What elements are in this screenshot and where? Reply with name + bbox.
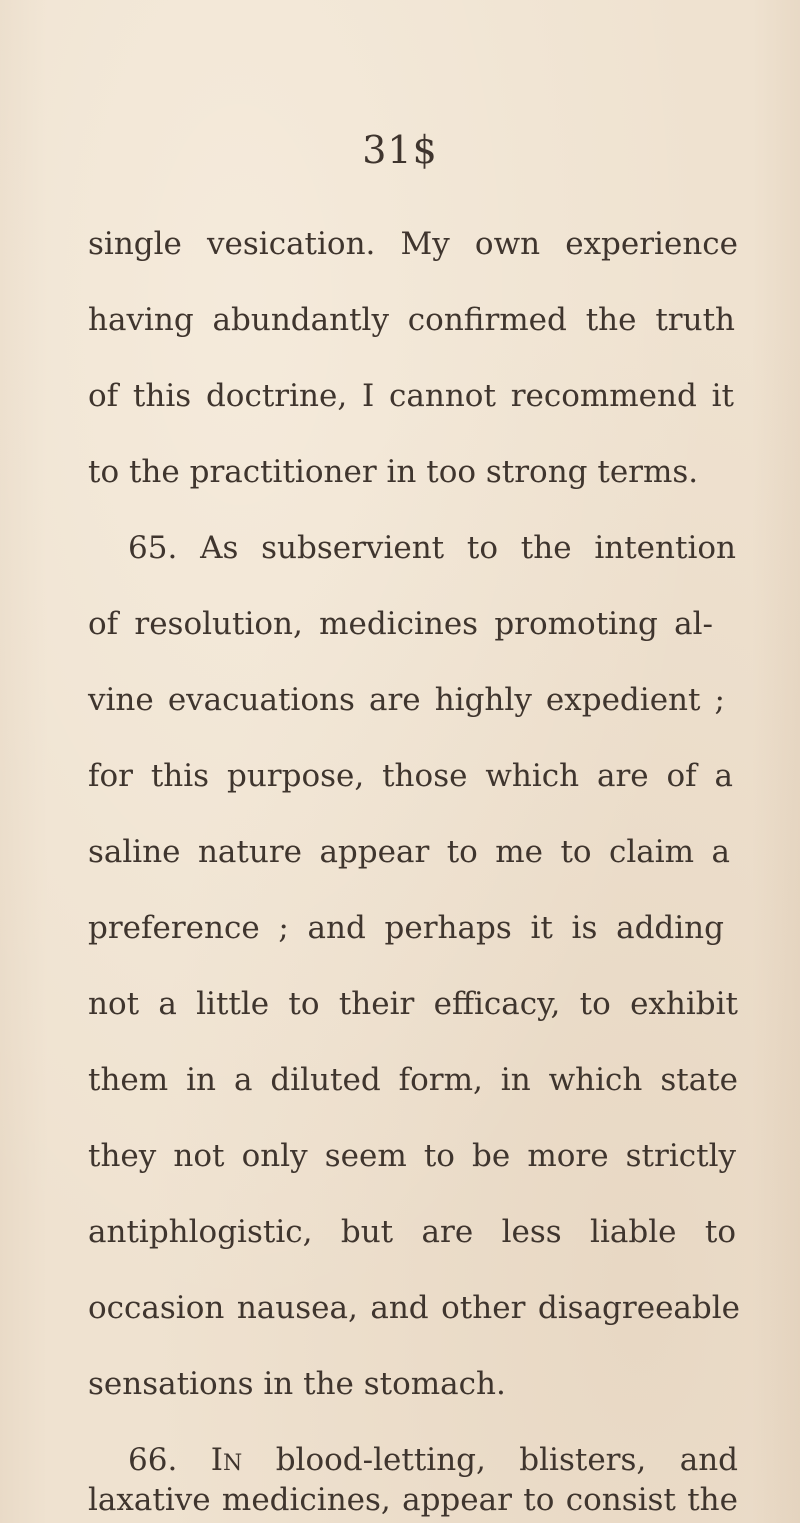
- text-line-5: 65. As subservient to the intention: [128, 530, 736, 566]
- page-number: 31$: [362, 128, 438, 172]
- text-line-11: not a little to their efficacy, to exhibit: [88, 986, 738, 1022]
- text-line-2: having abundantly confirmed the truth: [88, 302, 735, 338]
- text-line-7: vine evacuations are highly expedient ;: [88, 682, 725, 718]
- text-line-12: them in a diluted form, in which state: [88, 1062, 738, 1098]
- text-line-13: they not only seem to be more strictly: [88, 1138, 736, 1174]
- text-line-4: to the practitioner in too strong terms.: [88, 454, 699, 490]
- text-line-9: saline nature appear to me to claim a: [88, 834, 730, 870]
- text-line-1: single vesication. My own experience: [88, 226, 738, 262]
- paragraph-number-66: 66.: [128, 1442, 211, 1478]
- small-caps-word: In: [210, 1442, 243, 1478]
- text-line-17-rest: blood-letting, blisters, and: [242, 1442, 738, 1478]
- text-line-6: of resolution, medicines promoting al-: [88, 606, 713, 642]
- text-line-17: [128, 1440, 738, 1480]
- text-line-16: sensations in the stomach.: [88, 1366, 506, 1402]
- text-line-3: of this doctrine, I cannot recommend it: [88, 378, 734, 414]
- text-line-14: antiphlogistic, but are less liable to: [88, 1214, 736, 1250]
- text-line-10: preference ; and perhaps it is adding: [88, 910, 724, 946]
- text-line-18: laxative medicines, appear to consist the: [88, 1482, 738, 1518]
- text-line-15: occasion nausea, and other disagreeable: [88, 1290, 740, 1326]
- text-line-8: for this purpose, those which are of a: [88, 758, 733, 794]
